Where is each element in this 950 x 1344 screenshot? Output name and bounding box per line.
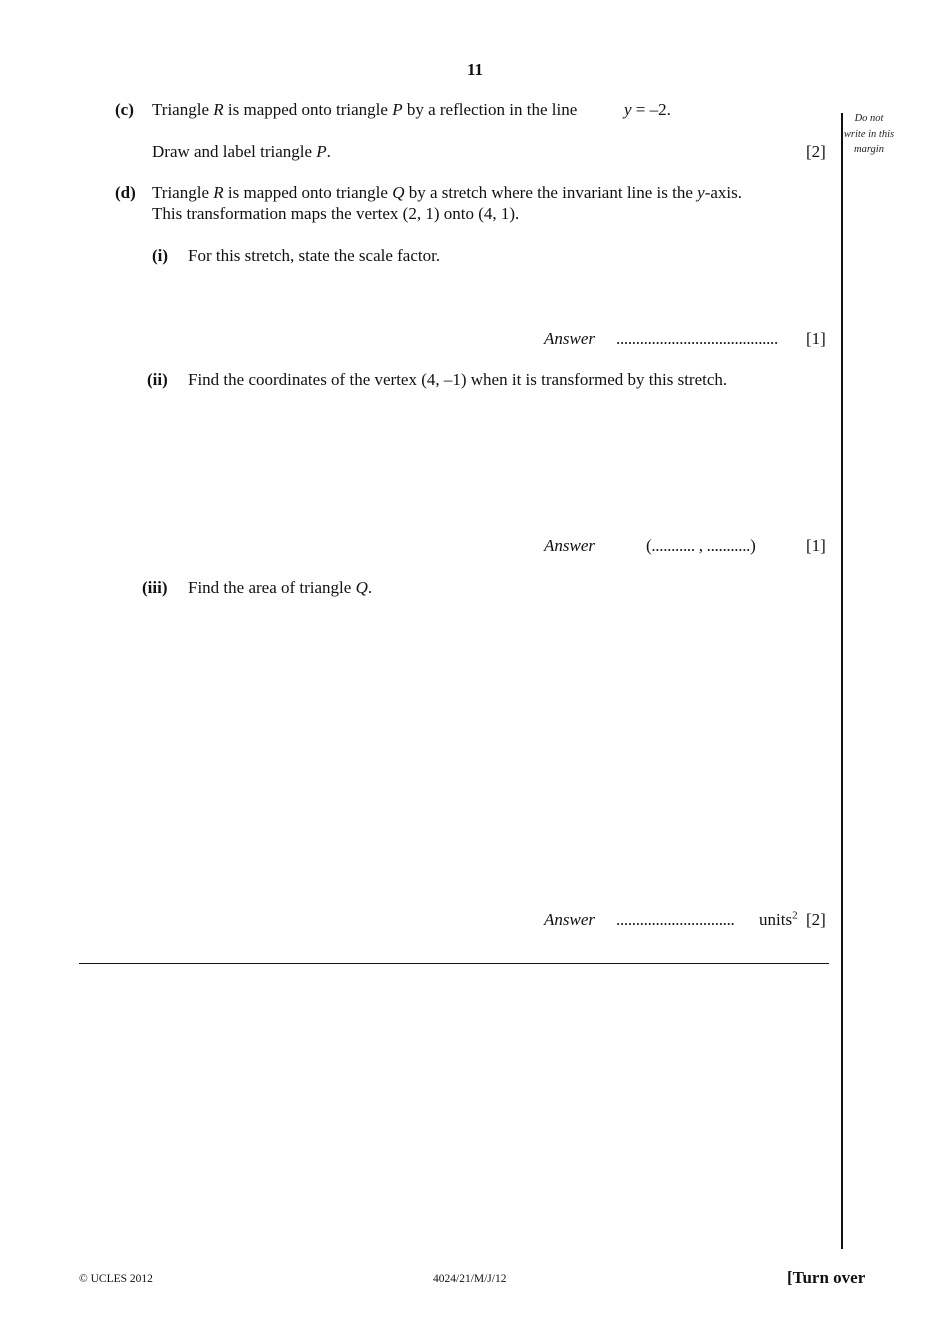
sub-ii-answer-field[interactable]: (........... , ...........) bbox=[646, 536, 756, 555]
text: . bbox=[367, 578, 373, 597]
var-y: y bbox=[697, 183, 705, 202]
units-superscript: 2 bbox=[792, 909, 798, 922]
text: Triangle bbox=[152, 183, 214, 202]
triangle-q: Q bbox=[392, 183, 405, 202]
margin-note-line-1: Do not bbox=[854, 113, 884, 124]
part-c-question bbox=[152, 100, 577, 120]
triangle-p: P bbox=[316, 142, 327, 161]
part-c-marks: [2] bbox=[806, 142, 826, 161]
sub-iii-units bbox=[759, 910, 798, 930]
sub-iii-question bbox=[188, 578, 372, 598]
sub-i-answer-label: Answer bbox=[544, 329, 595, 348]
text: Triangle bbox=[152, 100, 214, 119]
footer-copyright: © UCLES 2012 bbox=[79, 1273, 153, 1285]
part-c-label: (c) bbox=[115, 100, 134, 119]
margin-note-line-3: margin bbox=[854, 144, 884, 155]
sub-iii-label: (iii) bbox=[142, 578, 168, 597]
text: Find the area of triangle bbox=[188, 578, 356, 597]
page-number: 11 bbox=[466, 60, 484, 79]
sub-i-marks: [1] bbox=[806, 329, 826, 348]
triangle-q: Q bbox=[355, 578, 368, 597]
text: by a stretch where the invariant line is the bbox=[404, 183, 698, 202]
part-d-label: (d) bbox=[115, 183, 136, 202]
sub-iii-answer-label: Answer bbox=[544, 910, 595, 929]
triangle-r: R bbox=[213, 100, 224, 119]
sub-i-label: (i) bbox=[152, 246, 169, 265]
footer-code: 4024/21/M/J/12 bbox=[433, 1273, 507, 1285]
var-y: y bbox=[624, 100, 632, 119]
sub-ii-question: Find the coordinates of the vertex (4, –1) when it is transformed by this stretch. bbox=[188, 370, 728, 389]
sub-i-answer-field[interactable]: ......................................... bbox=[616, 329, 778, 348]
part-c-instruction bbox=[152, 142, 331, 162]
text: is mapped onto triangle bbox=[223, 183, 393, 202]
margin-note bbox=[838, 111, 900, 158]
part-c-equation bbox=[624, 100, 671, 120]
sub-i-question: For this stretch, state the scale factor. bbox=[188, 246, 441, 265]
text: . bbox=[326, 142, 331, 161]
text: Draw and label triangle bbox=[152, 142, 317, 161]
text: by a reflection in the line bbox=[402, 100, 578, 119]
text: = –2. bbox=[631, 100, 671, 119]
units-text: units bbox=[759, 910, 793, 929]
text: -axis. bbox=[704, 183, 743, 202]
sub-ii-marks: [1] bbox=[806, 536, 826, 555]
section-divider bbox=[79, 963, 829, 964]
sub-ii-label: (ii) bbox=[147, 370, 168, 389]
triangle-p: P bbox=[392, 100, 403, 119]
part-d-question-line-2: This transformation maps the vertex (2, 1) onto (4, 1). bbox=[152, 204, 520, 223]
sub-ii-answer-label: Answer bbox=[544, 536, 595, 555]
part-d-question-line-1 bbox=[152, 183, 742, 203]
sub-iii-answer-field[interactable]: .............................. bbox=[616, 910, 735, 929]
footer-turn-over: [Turn over bbox=[787, 1268, 866, 1287]
margin-divider bbox=[841, 113, 843, 1249]
margin-note-line-2: write in this bbox=[843, 128, 895, 140]
triangle-r: R bbox=[213, 183, 224, 202]
text: is mapped onto triangle bbox=[223, 100, 393, 119]
sub-iii-marks: [2] bbox=[806, 910, 826, 929]
